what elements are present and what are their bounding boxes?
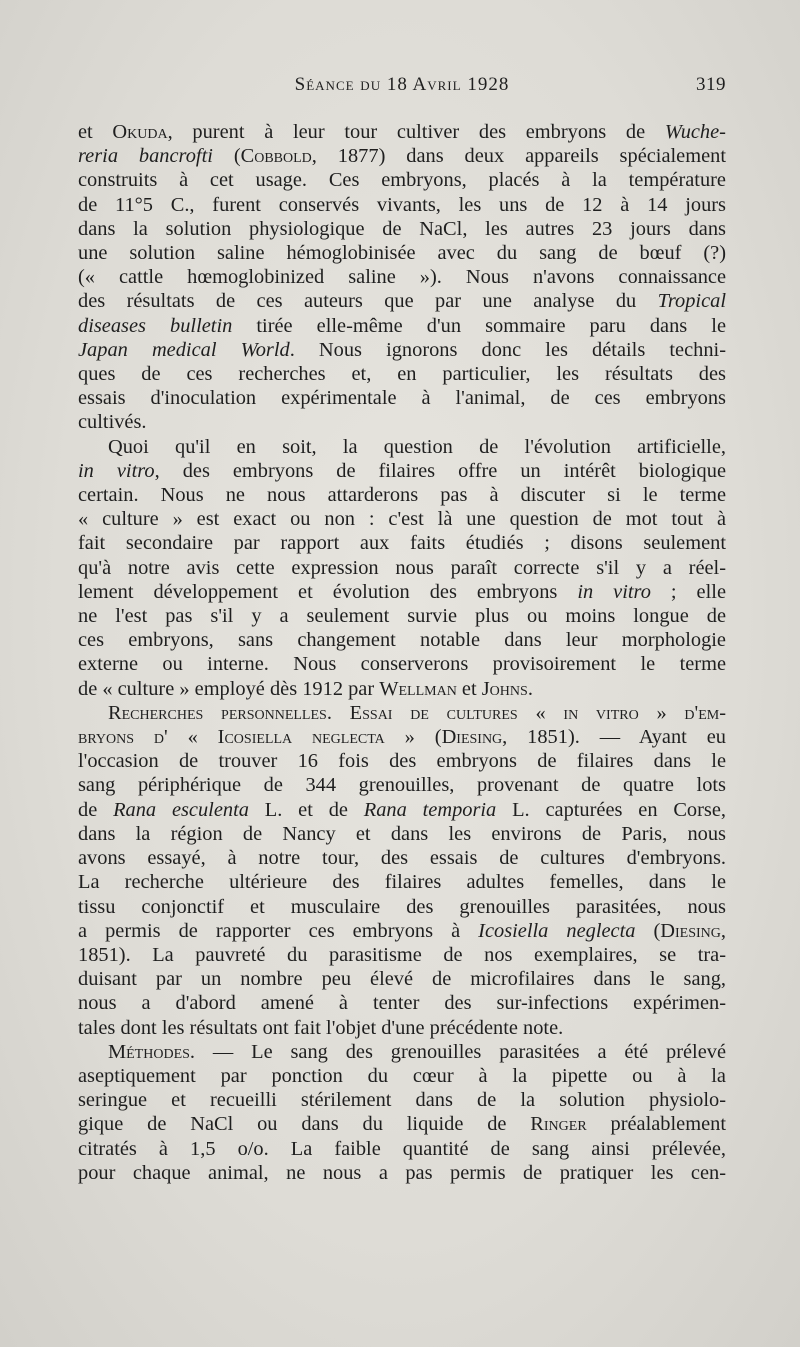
text-line <box>78 991 726 1015</box>
text-line <box>78 483 726 507</box>
text-line <box>78 1064 726 1088</box>
text-line <box>78 144 726 168</box>
text-line <box>78 193 726 217</box>
text-run: ; elle <box>650 580 726 603</box>
text-line <box>78 701 726 725</box>
text-run: . <box>527 677 533 700</box>
text-line <box>78 677 726 701</box>
text-line <box>78 265 726 289</box>
text-line <box>78 895 726 919</box>
text-run: Rana temporia <box>363 798 497 821</box>
text-line <box>78 604 726 628</box>
text-line <box>78 217 726 241</box>
text-run: sang périphérique de 344 grenouilles, provenant de quatre lots <box>78 774 726 797</box>
text-run: 1851). La pauvreté du parasitisme de nos exemplaires, se tra- <box>78 943 726 966</box>
text-run: L. capturées en Corse, <box>496 798 727 821</box>
text-run: lement développement et évolution des embryons <box>78 580 578 603</box>
text-run: de <box>78 798 114 821</box>
text-run: « culture » est exact ou non : c'est là une question de mot tout à <box>78 508 726 531</box>
text-line <box>78 556 726 580</box>
text-run: Quoi qu'il en soit, la question de l'évolution artificielle, <box>108 435 726 458</box>
text-run: , des embryons de filaires offre un intérêt biologique <box>154 459 726 482</box>
text-line <box>78 846 726 870</box>
text-run: Rana esculenta <box>113 798 249 821</box>
text-run: Recherches personnelles. Essai de cultures « in vitro » d'em- <box>108 701 726 724</box>
text-run: Wellman <box>379 677 457 700</box>
text-run: , purent à leur tour cultiver des embryons de <box>167 121 665 143</box>
text-run: de « culture » employé dès 1912 par <box>78 677 380 700</box>
text-run: nous a d'abord amené à tenter des sur-infections expérimen- <box>78 992 726 1015</box>
text-run: L. et de <box>248 798 364 821</box>
text-run: tales dont les résultats ont fait l'objet d'une précédente note. <box>78 1016 564 1039</box>
text-line <box>78 943 726 967</box>
text-line <box>78 241 726 265</box>
text-run: Diesing <box>660 919 721 942</box>
text-run: reria bancrofti <box>78 145 213 168</box>
text-run: tirée elle-même d'un sommaire paru dans le <box>232 314 726 337</box>
text-line <box>78 459 726 483</box>
text-run: fait secondaire par rapport aux faits étudiés ; disons seulement <box>78 532 726 555</box>
text-run: in vitro <box>78 459 155 482</box>
text-run: et <box>456 677 482 700</box>
text-run: Icosiella neglecta <box>478 919 636 942</box>
text-run: ces embryons, sans changement notable dans leur morphologie <box>78 629 726 652</box>
text-run: aseptiquement par ponction du cœur à la pipette ou à la <box>78 1064 726 1087</box>
text-run: . Nous ignorons donc les détails techni- <box>289 338 726 361</box>
text-line <box>78 725 726 749</box>
text-line <box>78 652 726 676</box>
text-line <box>78 919 726 943</box>
text-run: ques de ces recherches et, en particulier, les résultats des <box>78 363 726 386</box>
text-line <box>78 507 726 531</box>
text-run: dans la région de Nancy et dans les environs de Paris, nous <box>78 822 726 845</box>
text-line <box>78 314 726 338</box>
text-line <box>78 410 726 434</box>
text-run: dans la solution physiologique de NaCl, les autres 23 jours dans <box>78 217 726 240</box>
text-line <box>78 1040 726 1064</box>
text-line <box>78 338 726 362</box>
text-line <box>78 1161 726 1185</box>
text-line <box>78 1137 726 1161</box>
text-line <box>78 870 726 894</box>
text-line <box>78 289 726 313</box>
text-run: citratés à 1,5 o/o. La faible quantité de sang ainsi prélevée, <box>78 1137 726 1160</box>
text-line <box>78 1016 726 1040</box>
text-line <box>78 120 726 144</box>
text-run: cultivés. <box>78 411 147 434</box>
text-line <box>78 362 726 386</box>
header-title: Séance du 18 Avril 1928 <box>294 74 510 95</box>
text-line <box>78 1112 726 1136</box>
text-line <box>78 531 726 555</box>
text-run: diseases bulletin <box>78 314 233 337</box>
running-header <box>78 74 726 104</box>
text-run: , 1877) dans deux appareils spécialement <box>311 145 726 168</box>
text-run: préalablement <box>586 1113 726 1136</box>
text-run: duisant par un nombre peu élevé de microfilaires dans le sang, <box>78 968 726 991</box>
text-line <box>78 822 726 846</box>
text-run: seringue et recueilli stérilement dans de la solution physiolo- <box>78 1089 726 1112</box>
text-run: ( <box>212 145 241 168</box>
text-run: Johns <box>481 677 528 700</box>
text-line <box>78 749 726 773</box>
text-run: certain. Nous ne nous attarderons pas à discuter si le terme <box>78 484 726 507</box>
text-line <box>78 580 726 604</box>
text-run: de 11°5 C., furent conservés vivants, les uns de 12 à 14 jours <box>78 193 726 216</box>
text-run: qu'à notre avis cette expression nous paraît correcte s'il y a réel- <box>78 556 726 579</box>
text-run: Diesing <box>441 726 503 749</box>
text-run: bryons d' « Icosiella neglecta » <box>78 726 415 749</box>
body-text <box>78 120 726 1185</box>
text-line <box>78 435 726 459</box>
text-run: l'occasion de trouver 16 fois des embryons de filaires dans le <box>78 750 726 773</box>
text-run: , <box>720 919 726 942</box>
text-run: une solution saline hémoglobinisée avec du sang de bœuf (?) <box>78 242 726 265</box>
text-run: ne l'est pas s'il y a seulement survie plus ou moins longue de <box>78 605 726 628</box>
text-run: ( <box>414 726 442 749</box>
text-run: tissu conjonctif et musculaire des grenouilles parasitées, nous <box>78 895 726 918</box>
text-run: La recherche ultérieure des filaires adultes femelles, dans le <box>78 871 726 894</box>
text-run: (« cattle hœmoglobinized saline »). Nous n'avons connaissance <box>78 266 726 289</box>
text-line <box>78 386 726 410</box>
page-number: 319 <box>696 74 726 95</box>
text-run: Japan medical World <box>78 338 290 361</box>
text-run: Ringer <box>530 1113 587 1136</box>
text-line <box>78 1088 726 1112</box>
text-run: externe ou interne. Nous conserverons provisoirement le terme <box>78 653 726 676</box>
text-run: ( <box>635 919 661 942</box>
text-run: essais d'inoculation expérimentale à l'animal, de ces embryons <box>78 387 726 410</box>
text-run: Cobbold <box>240 145 312 168</box>
text-run: construits à cet usage. Ces embryons, placés à la température <box>78 169 726 192</box>
text-line <box>78 628 726 652</box>
text-run: Méthodes <box>108 1040 190 1063</box>
text-run: et <box>78 121 113 143</box>
text-run: in vitro <box>577 580 651 603</box>
text-line <box>78 967 726 991</box>
text-run: a permis de rapporter ces embryons à <box>78 919 479 942</box>
text-line <box>78 773 726 797</box>
text-run: pour chaque animal, ne nous a pas permis de pratiquer les cen- <box>78 1161 726 1184</box>
text-line <box>78 798 726 822</box>
text-run: , 1851). — Ayant eu <box>502 726 726 749</box>
text-run: avons essayé, à notre tour, des essais de cultures d'embryons. <box>78 847 726 870</box>
text-line <box>78 168 726 192</box>
text-run: Tropical <box>657 290 726 313</box>
text-run: gique de NaCl ou dans du liquide de <box>78 1113 531 1136</box>
text-run: . — Le sang des grenouilles parasitées a été prélevé <box>189 1040 726 1063</box>
text-run: Okuda <box>112 121 168 143</box>
text-run: des résultats de ces auteurs que par une analyse du <box>78 290 658 313</box>
text-run: Wuche- <box>664 121 726 143</box>
